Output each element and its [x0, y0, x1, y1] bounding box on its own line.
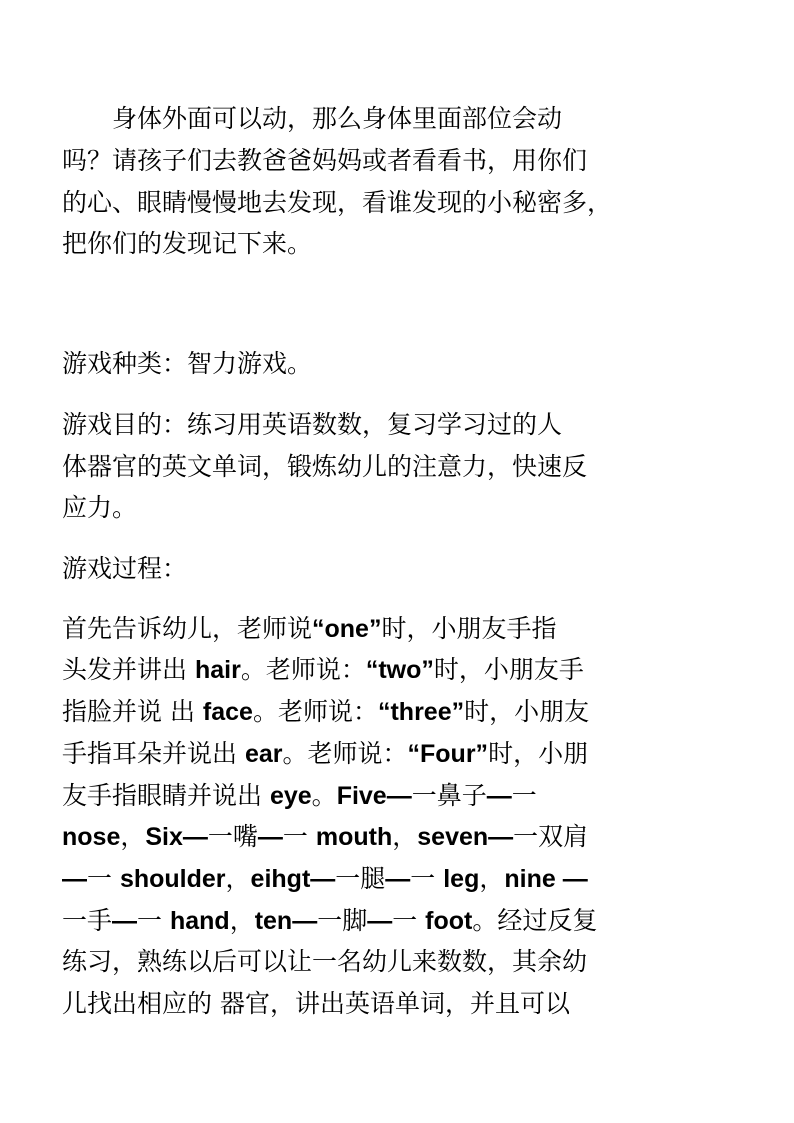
game-type-line: 游戏种类：智力游戏。: [62, 349, 313, 378]
process-line-3: 指脸并说 出 face。老师说：“three”时，小朋友: [62, 697, 590, 726]
process-line-10: 儿找出相应的 器官，讲出英语单词，并且可以: [62, 989, 570, 1018]
process-line-4: 手指耳朵并说出 ear。老师说：“Four”时，小朋: [62, 739, 589, 768]
game-purpose-line-2: 体器官的英文单词，锻炼幼儿的注意力，快速反: [62, 452, 588, 481]
process-line-2: 头发并讲出 hair。老师说：“two”时，小朋友手: [62, 655, 584, 684]
process-line-8: 一手—一 hand，ten—一脚—一 foot。经过反复: [62, 906, 598, 935]
game-purpose-line-1: 游戏目的：练习用英语数数，复习学习过的人: [62, 410, 563, 439]
process-line-9: 练习，熟练以后可以让一名幼儿来数数，其余幼: [62, 947, 588, 976]
process-line-6: nose，Six—一嘴—一 mouth，seven—一双肩: [62, 822, 589, 851]
process-line-7: —一 shoulder，eihgt—一腿—一 leg，nine —: [62, 864, 588, 893]
intro-line-1: 身体外面可以动，那么身体里面部位会动: [62, 104, 563, 133]
process-line-1: 首先告诉幼儿，老师说“one”时，小朋友手指: [62, 614, 557, 643]
intro-line-3: 的心、眼睛慢慢地去发现，看谁发现的小秘密多，: [62, 188, 613, 217]
process-line-5: 友手指眼睛并说出 eye。Five—一鼻子—一: [62, 781, 537, 810]
game-purpose-line-3: 应力。: [62, 493, 138, 522]
intro-line-2: 吗？请孩子们去教爸爸妈妈或者看看书，用你们: [62, 146, 588, 175]
intro-line-4: 把你们的发现记下来。: [62, 229, 313, 258]
game-process-heading: 游戏过程：: [62, 554, 188, 583]
